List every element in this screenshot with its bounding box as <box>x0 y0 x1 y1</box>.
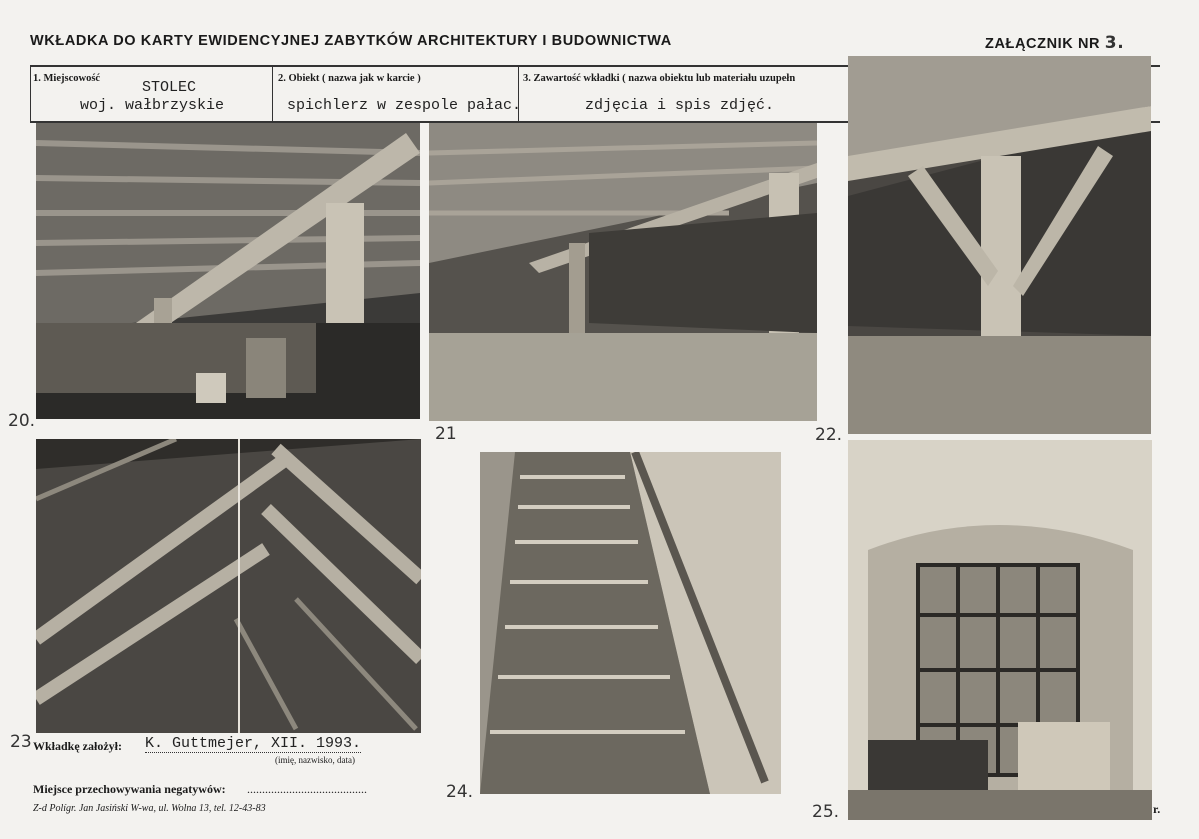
photo-24 <box>480 452 781 794</box>
photo-25 <box>848 440 1152 820</box>
attachment-label <box>985 33 1124 53</box>
object-value: spichlerz w zespole pałac. <box>287 97 522 114</box>
photo-22-number: 22. <box>815 425 843 445</box>
photo-22 <box>848 56 1151 434</box>
locality-label: 1. Miejscowość <box>33 73 101 84</box>
photo-21-number: 21 <box>435 424 457 444</box>
photo-20 <box>36 123 420 419</box>
locality-value-line2: woj. wałbrzyskie <box>80 97 225 114</box>
document-title: WKŁADKA DO KARTY EWIDENCYJNEJ ZABYTKÓW ARCHITEKTURY I BUDOWNICTWA <box>30 33 672 49</box>
printer-imprint: Z-d Polígr. Jan Jasiński W-wa, ul. Wolna 13, tel. 12-43-83 <box>33 803 266 814</box>
author-hint: (imię, nazwisko, data) <box>275 755 355 765</box>
storage-dots: ........................................ <box>247 782 367 796</box>
content-label: 3. Zawartość wkładki ( nazwa obiektu lub materiału uzupełn <box>523 73 796 84</box>
attachment-number: 3. <box>1104 33 1125 53</box>
photo-25-number: 25. <box>812 802 840 822</box>
photo-24-number: 24. <box>446 782 474 802</box>
locality-value-line1: STOLEC <box>142 79 197 96</box>
content-value: zdjęcia i spis zdjęć. <box>585 97 775 114</box>
form-divider-1 <box>272 65 273 122</box>
attachment-label-text: ZAŁĄCZNIK NR <box>985 36 1101 52</box>
photo-23 <box>36 439 421 733</box>
photo-20-number: 20. <box>8 411 36 431</box>
author-value: K. Guttmejer, XII. 1993. <box>145 735 362 752</box>
edge-mark: r. <box>1153 802 1161 816</box>
form-left-rule <box>30 65 31 122</box>
photo-21 <box>429 123 817 421</box>
author-label: Wkładkę założył: <box>33 739 122 753</box>
photo-23-number: 23 <box>10 732 32 752</box>
storage-label: Miejsce przechowywania negatywów: <box>33 782 226 796</box>
object-label: 2. Obiekt ( nazwa jak w karcie ) <box>278 73 421 84</box>
